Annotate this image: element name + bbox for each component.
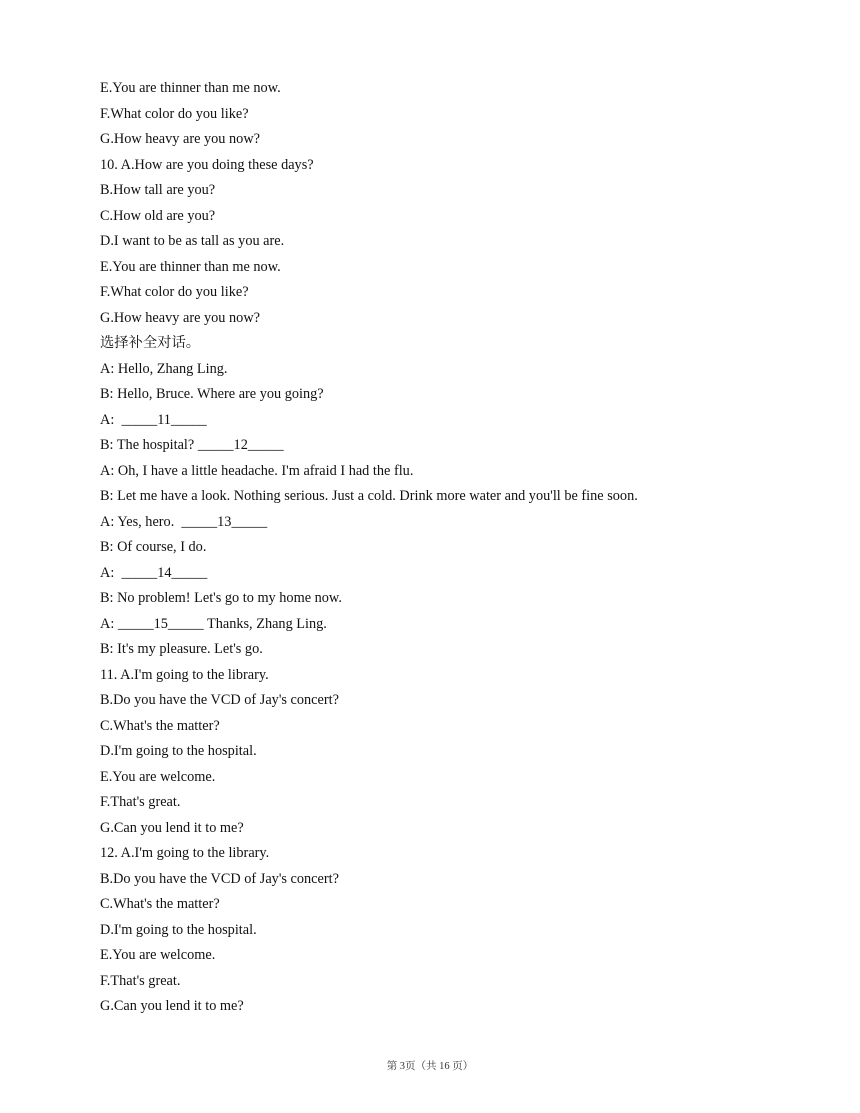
text-line: C.How old are you?: [100, 207, 216, 224]
dialogue-line: A: Yes, hero. _____13_____: [100, 513, 268, 530]
text-line: E.You are welcome.: [100, 947, 216, 963]
dialogue-line: A: Hello, Zhang Ling.: [100, 360, 228, 377]
text-line: F.That's great.: [100, 972, 181, 989]
text-line: F.What color do you like?: [100, 105, 249, 122]
text-line: C.What's the matter?: [100, 717, 220, 734]
text-line: G.How heavy are you now?: [100, 131, 260, 147]
dialogue-line: B: Let me have a look. Nothing serious. Just a cold. Drink more water and you'll be fine soon.: [100, 488, 638, 504]
question-12-option-a: 12. A.I'm going to the library.: [100, 845, 270, 861]
text-line: D.I want to be as tall as you are.: [100, 233, 285, 249]
page-footer: 第 3页（共 16 页）: [386, 1061, 474, 1072]
text-line: G.Can you lend it to me?: [100, 998, 244, 1014]
text-line: G.Can you lend it to me?: [100, 819, 244, 836]
question-11-option-a: 11. A.I'm going to the library.: [100, 666, 269, 683]
text-line: E.You are thinner than me now.: [100, 258, 281, 275]
text-line: B.How tall are you?: [100, 182, 216, 198]
page-content: [100, 78, 780, 1022]
text-line: E.You are thinner than me now.: [100, 80, 281, 96]
text-line: B.Do you have the VCD of Jay's concert?: [100, 692, 339, 708]
text-line: F.That's great.: [100, 794, 181, 810]
question-10-option-a: 10. A.How are you doing these days?: [100, 156, 314, 173]
text-line: C.What's the matter?: [100, 896, 220, 912]
section-instruction: 选择补全对话。: [100, 335, 201, 351]
dialogue-line: B: No problem! Let's go to my home now.: [100, 590, 342, 606]
text-line: B.Do you have the VCD of Jay's concert?: [100, 870, 339, 887]
dialogue-line: B: It's my pleasure. Let's go.: [100, 641, 263, 657]
dialogue-line: B: The hospital? _____12_____: [100, 437, 284, 453]
dialogue-line: B: Hello, Bruce. Where are you going?: [100, 386, 324, 402]
dialogue-line: A: _____15_____ Thanks, Zhang Ling.: [100, 615, 327, 632]
text-line: E.You are welcome.: [100, 768, 216, 785]
dialogue-line: A: _____11_____: [100, 411, 207, 428]
text-line: D.I'm going to the hospital.: [100, 743, 257, 759]
dialogue-line: A: Oh, I have a little headache. I'm afraid I had the flu.: [100, 462, 414, 479]
dialogue-line: B: Of course, I do.: [100, 539, 207, 555]
text-line: D.I'm going to the hospital.: [100, 921, 257, 938]
text-line: F.What color do you like?: [100, 284, 249, 300]
dialogue-line: A: _____14_____: [100, 564, 208, 581]
text-line: G.How heavy are you now?: [100, 309, 260, 326]
